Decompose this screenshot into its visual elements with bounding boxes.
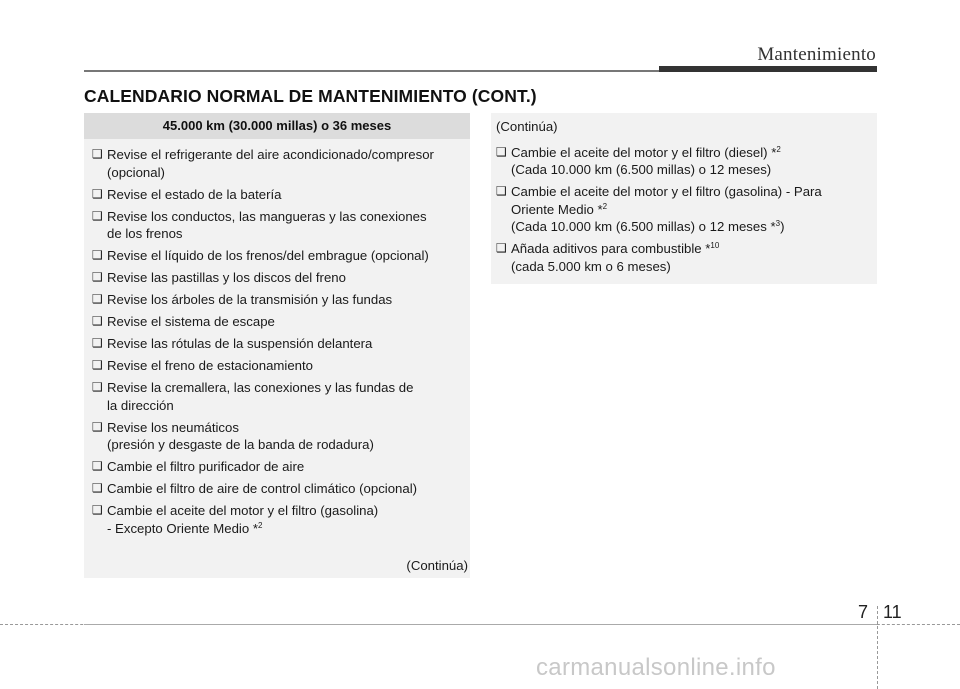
footer-divider	[877, 606, 879, 689]
checklist-item	[92, 269, 460, 287]
footnote-marker: 10	[710, 241, 720, 250]
checklist-item-line	[511, 201, 867, 219]
checklist-item-text	[107, 146, 460, 181]
checklist-item-text	[107, 502, 460, 537]
checklist-item-label: Revise los árboles de la transmisión y las fundas	[107, 292, 393, 307]
checklist-item-label: Revise los neumáticos (presión y desgaste de la banda de rodadura)	[107, 419, 374, 452]
footer-chapter-number: 7	[858, 602, 869, 622]
checklist-item-text	[107, 458, 460, 476]
footnote-marker: 2	[258, 520, 263, 530]
footer-rule-solid	[84, 624, 877, 625]
checkbox-icon: ❑	[92, 459, 103, 473]
checklist-item	[92, 458, 460, 476]
checklist-item-label: Revise las pastillas y los discos del freno	[107, 270, 346, 285]
checklist-item-line	[511, 144, 867, 162]
checkbox-icon: ❑	[92, 314, 103, 328]
checklist-item-label: Cambie el aceite del motor y el filtro (gasolina) - Excepto Oriente Medio *	[107, 503, 379, 536]
checkbox-icon: ❑	[92, 503, 103, 517]
checkbox-icon: ❑	[92, 292, 103, 306]
left-panel-header: 45.000 km (30.000 millas) o 36 meses	[84, 113, 470, 139]
checklist-item-line	[511, 258, 867, 276]
checklist-item-label: Revise los conductos, las mangueras y las conexiones de los frenos	[107, 208, 427, 241]
checklist-item-text	[107, 291, 460, 309]
footnote-marker: 3	[775, 219, 781, 228]
checklist-item	[92, 480, 460, 498]
checklist-item-text	[107, 313, 460, 331]
right-panel-continued: (Continúa)	[496, 119, 558, 134]
checklist-item-text	[107, 186, 460, 204]
left-panel	[84, 113, 470, 578]
checkbox-icon: ❑	[92, 208, 103, 223]
section-heading: CALENDARIO NORMAL DE MANTENIMIENTO (CONT.)	[84, 86, 537, 106]
checklist-item-text	[107, 419, 460, 454]
right-panel-items	[491, 140, 877, 276]
checklist-item-interval-end: )	[780, 219, 785, 234]
page-header-title: Mantenimiento	[757, 44, 876, 65]
checklist-item-label: Revise el refrigerante del aire acondicionado/compresor (opcional)	[107, 147, 434, 180]
checklist-item	[92, 335, 460, 353]
checklist-item-text	[511, 183, 867, 236]
checklist-item-label: Cambie el aceite del motor y el filtro (diesel) *	[511, 144, 777, 160]
checklist-item-text	[107, 247, 460, 265]
footnote-marker: 2	[602, 201, 608, 211]
watermark: carmanualsonline.info	[536, 654, 776, 681]
checkbox-icon: ❑	[92, 186, 103, 201]
checklist-item-line	[511, 183, 867, 201]
checklist-item-label: Revise el estado de la batería	[107, 186, 282, 202]
checkbox-icon: ❑	[92, 481, 103, 495]
checkbox-icon: ❑	[496, 144, 507, 159]
header-rule-thick	[659, 66, 877, 72]
footnote-marker: 2	[776, 144, 781, 154]
checklist-item-text	[107, 335, 460, 353]
checklist-item-label: Revise el sistema de escape	[107, 314, 275, 329]
header-rule-thin	[84, 70, 659, 72]
checklist-item-label: Cambie el filtro purificador de aire	[107, 459, 305, 474]
checklist-item-text	[107, 379, 460, 414]
checklist-item-line	[511, 218, 867, 236]
checklist-item-interval: (Cada 10.000 km (6.500 millas) o 12 meses *	[511, 219, 776, 234]
checklist-item	[92, 502, 460, 537]
left-panel-continued: (Continúa)	[406, 558, 468, 573]
checklist-item-label: Añada aditivos para combustible *	[511, 241, 711, 256]
checkbox-icon: ❑	[496, 241, 507, 255]
checklist-item-text	[107, 269, 460, 287]
checklist-item-label: Revise el freno de estacionamiento	[107, 358, 313, 373]
checklist-item-label: Revise el líquido de los frenos/del embrague (opcional)	[107, 248, 429, 263]
checklist-item-label: Revise las rótulas de la suspensión delantera	[107, 336, 373, 351]
checklist-item-text	[107, 480, 460, 498]
checkbox-icon: ❑	[92, 380, 103, 394]
checklist-item	[92, 247, 460, 265]
checkbox-icon: ❑	[92, 358, 103, 372]
checklist-item	[92, 208, 460, 243]
left-panel-items	[84, 139, 470, 537]
checklist-item	[92, 313, 460, 331]
checklist-item-label: Cambie el aceite del motor y el filtro (gasolina) - Para	[511, 184, 822, 199]
checklist-item-label: Oriente Medio *	[511, 201, 603, 217]
checkbox-icon: ❑	[92, 270, 103, 284]
checklist-item	[92, 146, 460, 181]
checklist-item-line	[511, 240, 867, 258]
checklist-item-interval: (Cada 10.000 km (6.500 millas) o 12 meses)	[511, 162, 772, 177]
right-panel	[491, 113, 877, 284]
checklist-item	[496, 183, 867, 236]
checkbox-icon: ❑	[92, 248, 103, 262]
footer-page-number: 11	[883, 602, 902, 622]
checkbox-icon: ❑	[92, 147, 103, 161]
checklist-item-interval: (cada 5.000 km o 6 meses)	[511, 258, 671, 274]
checklist-item	[92, 291, 460, 309]
checklist-item	[496, 240, 867, 275]
checklist-item-label: Cambie el filtro de aire de control climático (opcional)	[107, 481, 418, 496]
checklist-item	[92, 419, 460, 454]
checklist-item-text	[511, 240, 867, 275]
checklist-item-text	[107, 357, 460, 375]
checkbox-icon: ❑	[92, 419, 103, 434]
checklist-item-text	[511, 144, 867, 179]
checklist-item	[496, 144, 867, 179]
checkbox-icon: ❑	[496, 184, 507, 198]
checkbox-icon: ❑	[92, 336, 103, 350]
checklist-item	[92, 357, 460, 375]
checklist-item	[92, 379, 460, 414]
checklist-item-text	[107, 208, 460, 243]
checklist-item-label: Revise la cremallera, las conexiones y las fundas de la dirección	[107, 380, 414, 413]
checklist-item-line	[511, 161, 867, 179]
checklist-item	[92, 186, 460, 204]
